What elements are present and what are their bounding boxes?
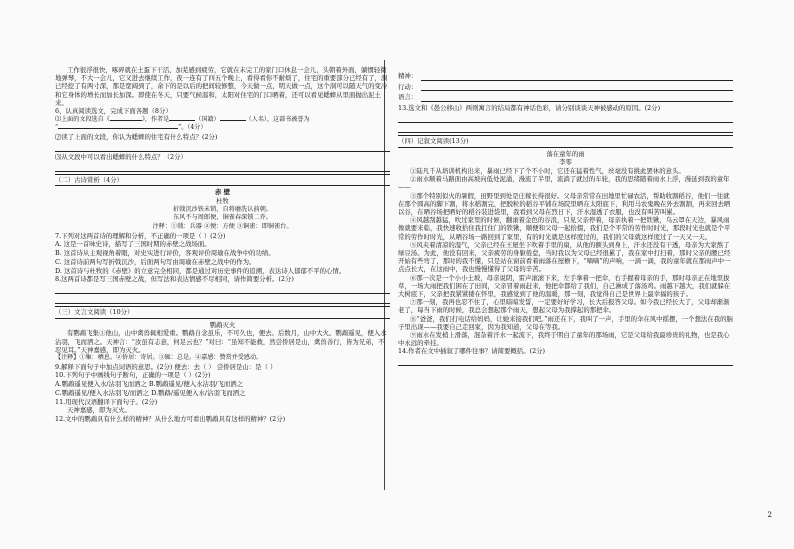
story-paragraph-7: ⑦那一刻，我再也忍不住了，心里暗暗发誓，一定要好好学习，长大后报答父母。如今我已经长大了，父母却渐渐老了，每当下雨的时候，我总会想起那个雨天，想起父母为我撑起的那把伞。 (398, 298, 730, 315)
label-action: 行动： (398, 82, 418, 91)
story-paragraph-4: ④风越刮越猛，吹过家里的时候，翻滚着金色的谷浪，只见父亲停着，母亲执着一把铁锹，乌云罩在天边，暴风雨像就要来临，我快速收拾住我扛住门的铁锹，顺便和父母一起拾掇，我们是个平常的劳作时时光，那段时光也就是个平常的劳作时时光，从晒谷场一路回到了家里，有的时光就是这样度过的，我们的父母就这样度过了一天又一天。 (398, 216, 731, 241)
q6-1-text-c: （国籍） (195, 115, 220, 123)
story-paragraph-3: ③那个特别似火的暑假，田野里到处是庄稼长得很好。父母亲常常在田地里忙碌农活，帮助收割稻谷，他们一往就在那个圆高的脚下割，将水稻割完，把脱粒的稻谷平铺在场院里晒在太阳底下，利用马农鬼晚在外去割割，再来回去晒以谷，在晒谷场把晒好的稻谷装进袋里，我看到父母在烈日下，汗水湿透了衣服，也没有叫苦叫累。 (398, 191, 731, 216)
option-7a[interactable]: A. 这是一首咏史诗，描写了三国时期的赤壁之战场面。 (55, 240, 211, 249)
q6-1-blank-person[interactable] (220, 120, 246, 121)
classical-text: 有鹦鹉飞集①他山，山中禽兽辄相爱重。鹦鹉自念虽乐，不可久也，便去。后数月，山中大火。鹦鹉遥见，便入水沾羽，飞而洒之。天神言：“汝虽有志意，何足云也？”对曰：“虽知不能救，然尝侨居是山，禽兽善行，皆为兄弟，不忍见耳。”天神嘉感，即为灭火。 (55, 329, 387, 354)
answer-line-14[interactable] (398, 358, 733, 366)
story-paragraph-1: ①陆凡千从培训机构出来，暴雨已经下了个不小时，它还在猛着性气，丝毫没有挑此罢休的意头。 (410, 166, 685, 175)
q6-1-text-d: （人名），这部书被誉为 (245, 115, 310, 123)
option-7c[interactable]: C. 这首诗前两句写折戟沉沙，后面两句写由周瑜在赤壁之战中的作为。 (55, 257, 256, 266)
label-language: 语言： (398, 93, 418, 102)
question-7: 7.下列对这两首诗的理解和分析，不正确的一项是（ ）(2分) (55, 231, 226, 240)
story-paragraph-8: ⑧“爸爸，我们打电话给妈妈，让她来接我们吧。”雨还在下，我叫了一声，手里的伞在风中摇摆，一个想法在我的脑子里出现——我要自己走回家，因为我知道，父母在等我。 (398, 314, 733, 331)
options-10cd[interactable]: C.鹦鹉遥见/便入水沾羽飞/而洒之 D.鹦鹉/遥见便入水/沾羽飞而洒之 (55, 388, 246, 397)
question-12: 12.文中的鹦鹉具有什么样的精神？从什么地方可看出鹦鹉具有这样的精神？(2分) (55, 414, 286, 423)
q6-1-text-e: “ (55, 124, 59, 132)
story-title: 落在童年的雨 (546, 149, 585, 158)
poem-line-1: 折戟沉沙铁未销，自将磨洗认前朝。 (173, 205, 272, 213)
poem-title: 赤 壁 (214, 188, 230, 197)
q6-1-text-a: ⑴上面的文段选自《 (55, 115, 110, 123)
story-paragraph-6: ⑥那一次是一个小小土坡，母亲说阴，雷声滚滚下来，左手拿着一把伞，右手握着母亲的手，那时母亲正在地里拔草，一场大雨把我们困在了田间，父亲冒着雨赶来，他把伞都给了我们，自己淋成了落汤鸡。雨越下越大，我们就躲在大树底下，父亲把我紧紧搂在怀里，我感觉到了他的温暖，那一刻，我觉得自己是世界上最幸福的孩子。 (398, 273, 731, 298)
question-8: 8.这两首诗都是写三国赤壁之战，但写法和表达情感不尽相同，请作简要分析。(2分) (55, 275, 294, 284)
option-7b[interactable]: B. 这首诗从主观视角着眼，对史实进行评价，客观评价周瑜在战争中的功绩。 (55, 249, 275, 258)
right-column (398, 70, 733, 367)
section-4-header (398, 135, 733, 148)
question-6-1-cont (55, 124, 390, 133)
q6-1-blank-author[interactable] (169, 120, 195, 121)
question-9: 9.解释下面句子中加点词语的意思。(2分) 便去：去（ ） 尝侨居是山：是（ ） (55, 362, 277, 371)
line-language[interactable] (421, 94, 733, 102)
answer-line-6-3[interactable] (55, 164, 390, 172)
intro-paragraph: 工作很浮很快，啄碎就在土蛋下干活，加芜感到疲劳，它就在未完工的家门口休息一会儿，头朝着外面，躺惯轻微地弹琴，不大一会儿，它又进去继续工作，夜一连有了四五个晚上，看得看你不耐烦了，住宅的重要部分已经有了，洞已经挖了有两寸深，那是宽阔到了，余下的是以后的把间较修整，今天做一点，明天做一点，这个洞可以随天气的变冷和它身体的增长而加长加深。即使在冬天，只要气候温和，太阳对住宅的门口晒着，还可以看见蟋蟀从里面抛出泥土来。 (55, 66, 388, 107)
answer-spirit (398, 72, 733, 81)
classical-notes: 【注释】①集：栖息。②侨居：寄居。③辄：总是。④嘉感：赞赏并受感动。 (55, 353, 263, 361)
section-3-title: （三）文言文阅读（10分） (55, 307, 134, 316)
label-spirit: 精神： (398, 72, 418, 80)
q6-1-blank-praise[interactable] (58, 128, 178, 129)
answer-action (398, 83, 733, 92)
left-column (55, 66, 390, 424)
answer-line-8a[interactable] (55, 286, 390, 294)
classical-title: 鹦鹉灭火 (209, 320, 236, 329)
story-paragraph-9: ⑨雨水在发梢上滑落，混杂着汗水一起流下，我终于明白了童年的那场雨，它是父母给我最珍贵的礼物，也是我心中永远的牵挂。 (398, 330, 730, 348)
question-6-1 (55, 116, 390, 125)
poem-line-2: 东风不与周郎便，铜雀春深锁二乔。 (173, 214, 272, 222)
q6-1-blank-book[interactable] (110, 120, 142, 121)
story-author: 李零 (559, 158, 572, 167)
section-4-title: （四）记叙文阅读(13分) (398, 136, 469, 145)
q6-1-text-b: 》，作者是 (141, 115, 170, 123)
question-11: 11.用现代汉语翻译下面句子。(2分) (55, 397, 158, 406)
options-10ab[interactable]: A.鹦鹉遥见便入水/沾羽飞而洒之 B.鹦鹉遥见/便入水沾羽/飞而洒之 (55, 380, 244, 389)
answer-line-13a[interactable] (398, 115, 733, 123)
question-10: 10.下列句子中画线句子断句，正确的一项是（ ）(2分) (55, 371, 211, 380)
q6-1-text-f: ”。（4分） (178, 124, 207, 132)
line-action[interactable] (421, 83, 733, 91)
question-11-sentence: 天神嘉感，即为灭火。 (67, 406, 131, 415)
answer-line-6-2[interactable] (55, 144, 390, 152)
option-7d[interactable]: D. 这首诗与杜牧的《赤壁》的立意完全相同，都是通过对历史事件的追溯，表达诗人郁郁不平的心情。 (55, 266, 346, 275)
section-2-title: （二）古诗赏析（4分） (55, 175, 123, 184)
answer-line-8b[interactable] (55, 296, 390, 304)
question-6-2: ⑵读了上面的文段，你认为蟋蟀的住宅有什么特点？(2分) (55, 133, 218, 142)
answer-line-13b[interactable] (398, 125, 733, 133)
line-spirit[interactable] (421, 73, 733, 81)
poem-author: 杜牧 (216, 196, 229, 205)
page-number: 2 (767, 511, 772, 519)
section-3-header (55, 306, 390, 319)
question-6-3: ⑶从文段中可以看出蟋蟀的什么特点？（2分） (55, 152, 187, 161)
question-13: 13.选文和《愚公移山》两则寓言的结局都有神话色彩，请分别谈谈天神被感动的原因。(2分) (398, 104, 661, 113)
story-paragraph-2: ②雨水顺着马路面由高坡向低处泥涌，漫流了半里，流淌了就过的车轮，我的思绪随着雨水上浮，漫延到我的童年—— (398, 175, 730, 192)
question-14: 14.作者在文中插叙了哪件往事？请简要概括。(2分) (398, 347, 546, 356)
question-6: 6、认真阅读选文，完成下面各题（8分） (55, 107, 172, 116)
answer-language (398, 93, 733, 102)
section-2-header (55, 174, 390, 187)
poem-notes: 注释：①戟：兵器 ②便：方便 ③铜雀：即铜雀台。 (152, 223, 293, 231)
story-paragraph-5: ⑤风夹着清凉的湿气，父亲已经在王屋坐下吹着手里的扇，从他的额头到身上，汗水还没有干透，母亲为大家熬了绿豆汤。为此，他没有回来，父亲疲劳的身躯倦怠，当时我以为父母已经很累了，我在家中打扫着，那时父亲的腰已经开始有些弯了，那时的我不懂，只是站在窗前看着雨落在屋檐下，“嘀嘀”的声响，一滴一滴，我的童年就在那雨声中一点点长大，在这雨中，我也慢慢懂得了父母的辛苦。 (398, 240, 731, 274)
